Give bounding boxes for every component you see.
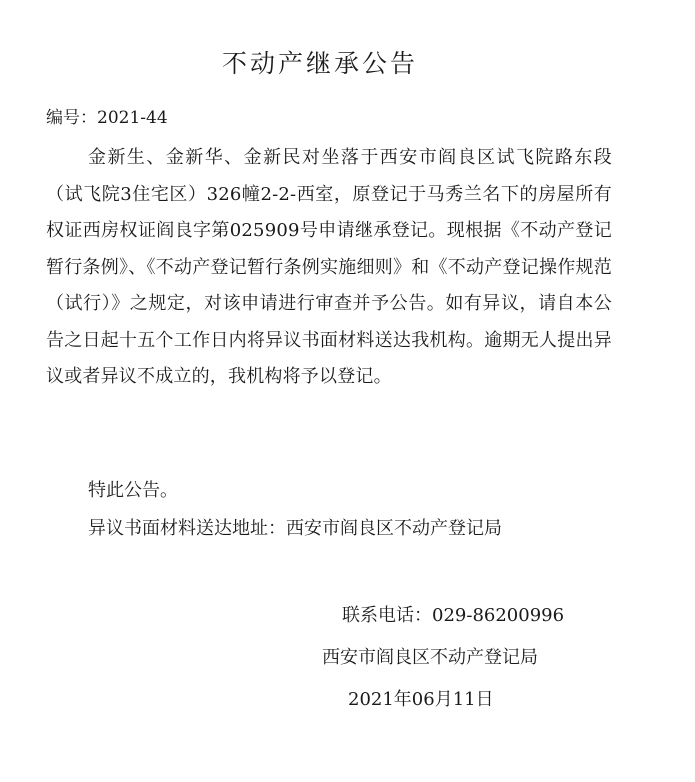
issuing-authority: 西安市阎良区不动产登记局 — [322, 647, 538, 668]
notice-title: 不动产继承公告 — [221, 49, 418, 78]
objection-address: 异议书面材料送达地址：西安市阎良区不动产登记局 — [88, 518, 502, 539]
notice-body: 金新生、金新华、金新民对坐落于西安市阎良区试飞院路东段（试飞院3住宅区）326幢2-2-西室，原登记于马秀兰名下的房屋所有权证西房权证阎良字第025909号申请继承登记。现根据《不动产登记暂行条例》、《不动产登记暂行条例实施细则》和《不动产登记操作规范（试行）》之规定，对该申请进行审查并予公告。如有异议，请自本公告之日起十五个工作日内将异议书面材料送达我机构。逾期无人提出异议或者异议不成立的，我机构将予以登记。 — [46, 147, 612, 387]
notice-date: 2021年06月11日 — [348, 689, 494, 710]
closing-statement: 特此公告。 — [88, 480, 178, 501]
contact-phone: 联系电话：029-86200996 — [342, 605, 565, 626]
document-number: 编号：2021-44 — [46, 108, 168, 128]
